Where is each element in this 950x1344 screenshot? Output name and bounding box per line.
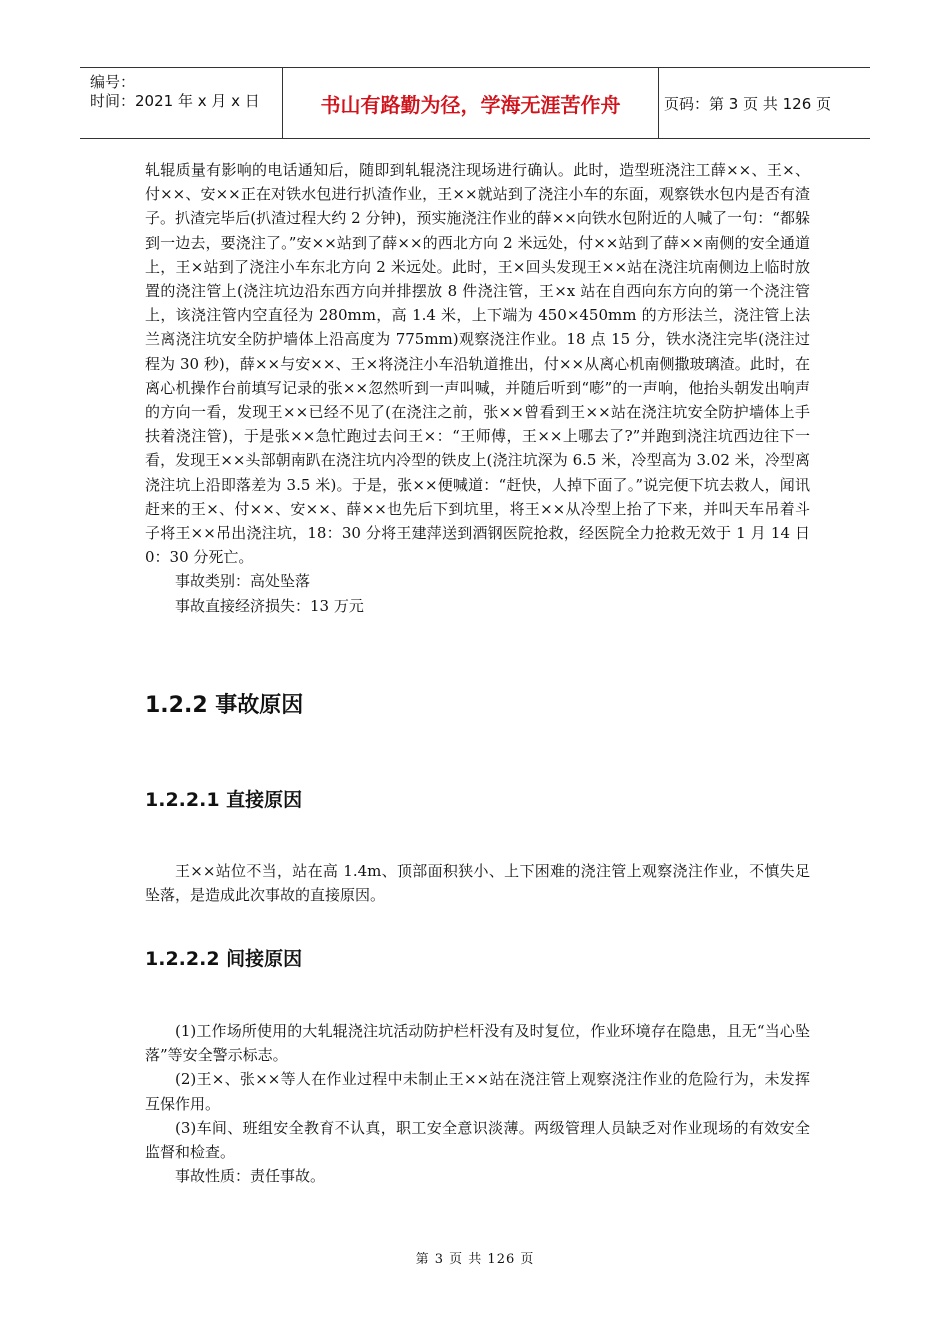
accident-type: 事故类别：高处坠落 (175, 572, 311, 591)
indirect-cause-3: (3)车间、班组安全教育不认真，职工安全意识淡薄。两级管理人员缺乏对作业现场的有效安全监督和检查。 (145, 1118, 810, 1162)
accident-narrative: 轧辊质量有影响的电话通知后，随即到轧辊浇注现场进行确认。此时，造型班浇注工薛××、王×、付××、安××正在对铁水包进行扒渣作业，王××就站到了浇注小车的东面，观察铁水包内是否有渣子。扒渣完毕后(扒渣过程大约 2 分钟)，预实施浇注作业的薛××向铁水包附近的人喊了一句：“都躲到一边去，要浇注了。”安××站到了薛××的西北方向 2 米远处，付××站到了薛××南侧的安全通道上，王×站到了浇注小车东北方向 2 米远处。此时，王×回头发现王××站在浇注坑南侧边上临时放置的浇注管上(浇注坑边沿东西方向并排摆放 8 件浇注管，王×x 站在自西向东方向的第一个浇注管上，该浇注管内空直径为 280mm，高 1.4 米，上下端为 450×450mm 的方形法兰，浇注管上法兰离浇注坑安全防护墙体上沿高度为 775mm)观察浇注作业。18 点 15 分，铁水浇注完毕(浇注过程为 30 秒)，薛××与安××、王×将浇注小车沿轨道推出，付××从离心机南侧撒玻璃渣。此时，在离心机操作台前填写记录的张××忽然听到一声叫喊，并随后听到“嘭”的一声响，他抬头朝发出响声的方向一看，发现王××已经不见了(在浇注之前，张××曾看到王××站在浇注坑安全防护墙体上手扶着浇注管)，于是张××急忙跑过去问王×：“王师傅，王××上哪去了?”并跑到浇注坑西边往下一看，发现王××头部朝南趴在浇注坑内冷型的铁皮上(浇注坑深为 6.5 米，冷型高为 3.02 米，冷型离浇注坑上沿即落差为 3.5 米)。于是，张××便喊道：“赶快，人掉下面了。”说完便下坑去救人，闻讯赶来的王×、付××、安××、薛××也先后下到坑里，将王××从冷型上抬了下来，并叫天车吊着斗子将王××吊出浇注坑，18：30 分将王建萍送到酒钢医院抢救，经医院全力抢救无效于 1 月 14 日 0：30 分死亡。 (145, 161, 810, 567)
section-heading-cause: 1.2.2 事故原因 (145, 693, 304, 718)
document-date: 时间：2021 年 x 月 x 日 (90, 92, 260, 110)
direct-cause-block (145, 859, 810, 907)
indirect-cause-block (145, 1019, 810, 1188)
subsection-heading-direct: 1.2.2.1 直接原因 (145, 789, 303, 811)
direct-cause-text: 王××站位不当，站在高 1.4m、顶部面积狭小、上下困难的浇注管上观察浇注作业，不慎失足坠落，是造成此次事故的直接原因。 (145, 862, 810, 905)
page-header (80, 67, 870, 139)
page-footer: 第 3 页 共 126 页 (415, 1252, 535, 1267)
header-motto: 书山有路勤为径，学海无涯苦作舟 (282, 68, 659, 138)
accident-nature: 事故性质：责任事故。 (175, 1167, 326, 1186)
body-text-top (145, 158, 810, 618)
indirect-cause-1: (1)工作场所使用的大轧辊浇注坑活动防护栏杆没有及时复位，作业环境存在隐患，且无“当心坠落”等安全警示标志。 (145, 1022, 810, 1065)
header-meta (80, 68, 280, 138)
economic-loss: 事故直接经济损失：13 万元 (175, 596, 364, 615)
header-page-info: 页码：第 3 页 共 126 页 (664, 94, 832, 113)
subsection-heading-indirect: 1.2.2.2 间接原因 (145, 948, 303, 970)
indirect-cause-2: (2)王×、张××等人在作业过程中未制止王××站在浇注管上观察浇注作业的危险行为，未发挥互保作用。 (145, 1070, 810, 1113)
document-code: 编号： (90, 73, 136, 91)
